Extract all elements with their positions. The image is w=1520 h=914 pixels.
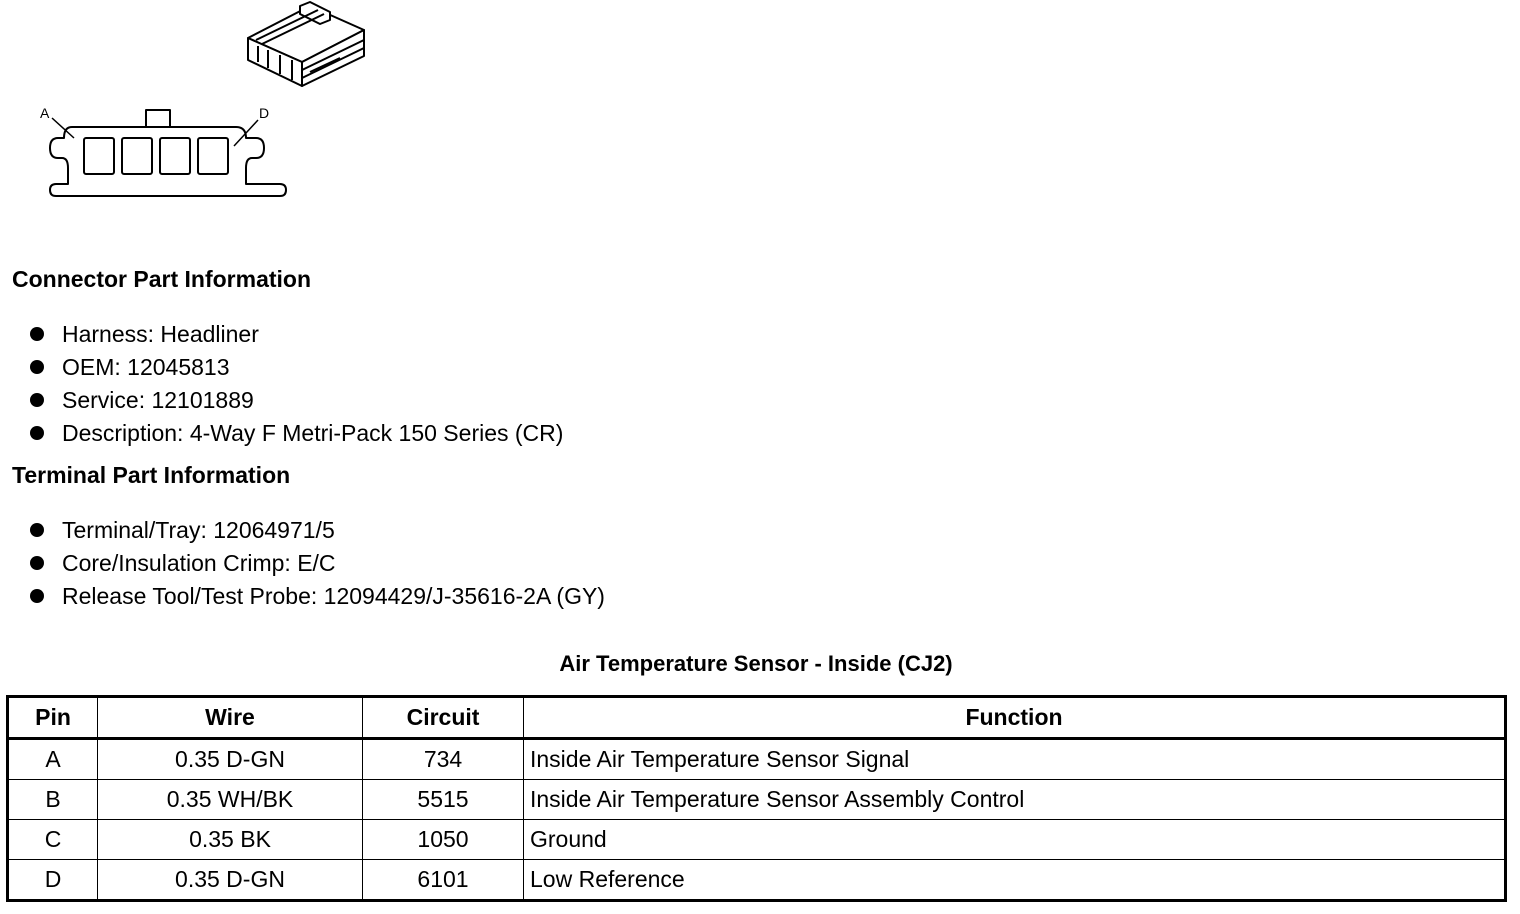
cell-pin: C (8, 820, 98, 860)
pin-table-title: Air Temperature Sensor - Inside (CJ2) (559, 651, 953, 676)
column-header-function: Function (524, 697, 1506, 739)
list-item-text: OEM: 12045813 (62, 354, 230, 380)
cell-function: Inside Air Temperature Sensor Assembly Control (524, 780, 1506, 820)
cell-circuit: 6101 (363, 860, 524, 901)
list-item (30, 384, 563, 417)
list-item-text: Terminal/Tray: 12064971/5 (62, 517, 335, 543)
table-row (8, 739, 1506, 780)
cell-circuit: 734 (363, 739, 524, 780)
cell-wire: 0.35 D-GN (98, 739, 363, 780)
list-item (30, 351, 563, 384)
bullet-icon (30, 327, 44, 341)
list-item-text: Core/Insulation Crimp: E/C (62, 550, 336, 576)
cell-pin: D (8, 860, 98, 901)
terminal-part-info-list (30, 514, 605, 613)
column-header-pin: Pin (8, 697, 98, 739)
list-item (30, 417, 563, 450)
cell-pin: A (8, 739, 98, 780)
connector-face-drawing (50, 110, 286, 196)
connector-part-info-list (30, 318, 563, 450)
list-item-text: Release Tool/Test Probe: 12094429/J-35616-2A (GY) (62, 583, 605, 609)
connector-illustration (0, 0, 380, 215)
list-item (30, 514, 605, 547)
cell-function: Ground (524, 820, 1506, 860)
table-row (8, 860, 1506, 901)
pin-label-a: A (40, 105, 50, 121)
bullet-icon (30, 426, 44, 440)
table-header-row (8, 697, 1506, 739)
list-item (30, 318, 563, 351)
terminal-part-info-heading: Terminal Part Information (12, 462, 291, 488)
cell-function: Low Reference (524, 860, 1506, 901)
list-item (30, 580, 605, 613)
list-item-text: Service: 12101889 (62, 387, 254, 413)
column-header-circuit: Circuit (363, 697, 524, 739)
bullet-icon (30, 393, 44, 407)
list-item-text: Description: 4-Way F Metri-Pack 150 Series (CR) (62, 420, 564, 446)
bullet-icon (30, 556, 44, 570)
table-row (8, 820, 1506, 860)
pin-table (6, 695, 1507, 902)
bullet-icon (30, 523, 44, 537)
cell-wire: 0.35 WH/BK (98, 780, 363, 820)
column-header-wire: Wire (98, 697, 363, 739)
cell-pin: B (8, 780, 98, 820)
pin-label-d: D (259, 105, 270, 121)
cell-circuit: 5515 (363, 780, 524, 820)
cell-wire: 0.35 D-GN (98, 860, 363, 901)
cell-circuit: 1050 (363, 820, 524, 860)
table-row (8, 780, 1506, 820)
connector-isometric-drawing (248, 2, 364, 86)
bullet-icon (30, 360, 44, 374)
connector-part-info-heading: Connector Part Information (12, 266, 312, 292)
list-item (30, 547, 605, 580)
cell-wire: 0.35 BK (98, 820, 363, 860)
cell-function: Inside Air Temperature Sensor Signal (524, 739, 1506, 780)
bullet-icon (30, 589, 44, 603)
list-item-text: Harness: Headliner (62, 321, 259, 347)
